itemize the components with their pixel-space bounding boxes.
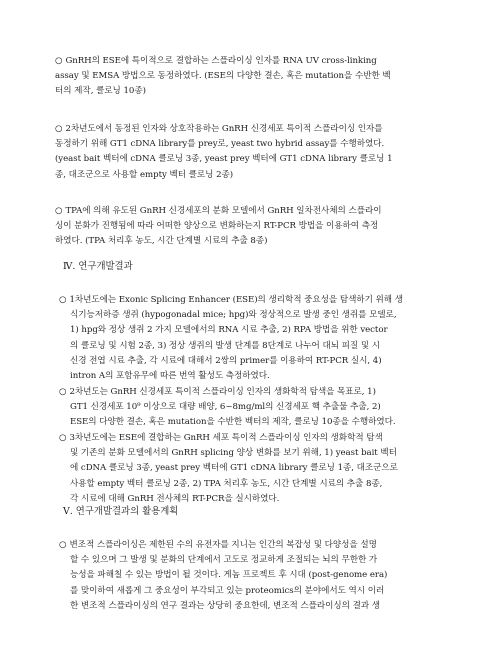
utilization-item-alternative-splicing: ○ 변조적 스플라이싱은 제한된 수의 유전자를 지니는 인간의 복잡성 및 다양성을 설명 할 수 있으며 그 발생 및 분화의 단계에서 고도로 정교하게 조절되는 뇌의 무한한 가 능성을 파해칠 수 있는 방법이 될 것이다. 게놈 프로젝트 후 시대 (post-genome era) 를 맞이하여 새롭게 그 중요성이 부각되고 있는 proteomics의 분야에서도 역시 이러 한 변조적 스플라이싱의 연구 결과는 상당히 중요한데, 변조적 스플라이싱의 결과 생 xyxy=(59,540,388,611)
paragraph-ese-factors: ○ GnRH의 ESE에 특이적으로 결합하는 스플라이싱 인자를 RNA UV cross-linking assay 및 EMSA 방법으로 동정하였다. (ESE의 다양한 결손, 혹은 mutation을 수반한 벡 터의 제작, 클로닝 10종) xyxy=(55,56,391,97)
circle-bullet-icon: ○ xyxy=(59,295,67,305)
paragraph-tpa-differentiation: ○ TPA에 의해 유도된 GnRH 신경세포의 분화 모델에서 GnRH 일차전사체의 스플라이 싱이 분화가 진행됨에 따라 어떠한 양상으로 변화하는지 RT-PCR 방법을 이용하여 측정 하였다. (TPA 처리후 농도, 시간 단계별 시료의 추출 8종) xyxy=(55,206,382,247)
section-heading-utilization: Ⅴ. 연구개발결과의 활용계획 xyxy=(63,506,179,517)
results-item-year2: ○ 2차년도는 GnRH 신경세포 특이적 스플라이싱 인자의 생화학적 탐색을 목표로, 1) GT1 신경세포 10⁹ 이상으로 대량 배양, 6~8mg/ml의 신경세포 핵 추출물 추출, 2) ESE의 다양한 결손, 혹은 mutation을 수반한 벡터의 제작, 클로닝 10종을 수행하였다. xyxy=(59,387,396,428)
circle-bullet-icon: ○ xyxy=(59,387,67,397)
results-item-year3: ○ 3차년도에는 ESE에 결합하는 GnRH 세포 특이적 스플라이싱 인자의 생화학적 탐색 및 기존의 분화 모델에서의 GnRH splicing 양상 변화를 보기 위해, 1) yeast bait 벡터 에 cDNA 클로닝 3종, yeast prey 벡터에 GT1 cDNA library 클로닝 1종, 대조군으로 사용할 empty 벡터 클로닝 2종, 2) TPA 처리후 농도, 시간 단계별 시료의 추출 8종, 각 시료에 대해 GnRH 전사체의 RT-PCR을 실시하였다. xyxy=(59,433,398,504)
circle-bullet-icon: ○ xyxy=(55,206,63,216)
circle-bullet-icon: ○ xyxy=(55,56,63,66)
circle-bullet-icon: ○ xyxy=(55,124,63,134)
results-item-year1: ○ 1차년도에는 Exonic Splicing Enhancer (ESE)의 생리학적 중요성을 탐색하기 위해 생 식기능저하증 생쥐 (hypogonadal mice; hpg)와 정상적으로 발생 중인 생쥐를 모델로, 1) hpg와 정상 생쥐 2 가지 모델에서의 RNA 시료 추출, 2) RPA 방법을 위한 vector 의 클로닝 및 시험 2종, 3) 정상 생쥐의 발생 단계를 8단계로 나누어 대뇌 피질 및 시 신경 전엽 시료 추출, 각 시료에 대해서 2쌍의 primer를 이용하여 RT-PCR 실시, 4) intron A의 포함유무에 따른 번역 활성도 측정하였다. xyxy=(59,295,403,382)
circle-bullet-icon: ○ xyxy=(59,540,67,550)
circle-bullet-icon: ○ xyxy=(59,433,67,443)
paragraph-yeast-two-hybrid: ○ 2차년도에서 동정된 인자와 상호작용하는 GnRH 신경세포 특이적 스플라이싱 인자를 동정하기 위해 GT1 cDNA library를 prey로, yeast two hybrid assay를 수행하였다. (yeast bait 벡터에 cDNA 클로닝 3종, yeast prey 벡터에 GT1 cDNA library 클로닝 1 종, 대조군으로 사용할 empty 벡터 클로닝 2종) xyxy=(55,124,393,180)
section-heading-results: Ⅳ. 연구개발결과 xyxy=(63,261,133,272)
